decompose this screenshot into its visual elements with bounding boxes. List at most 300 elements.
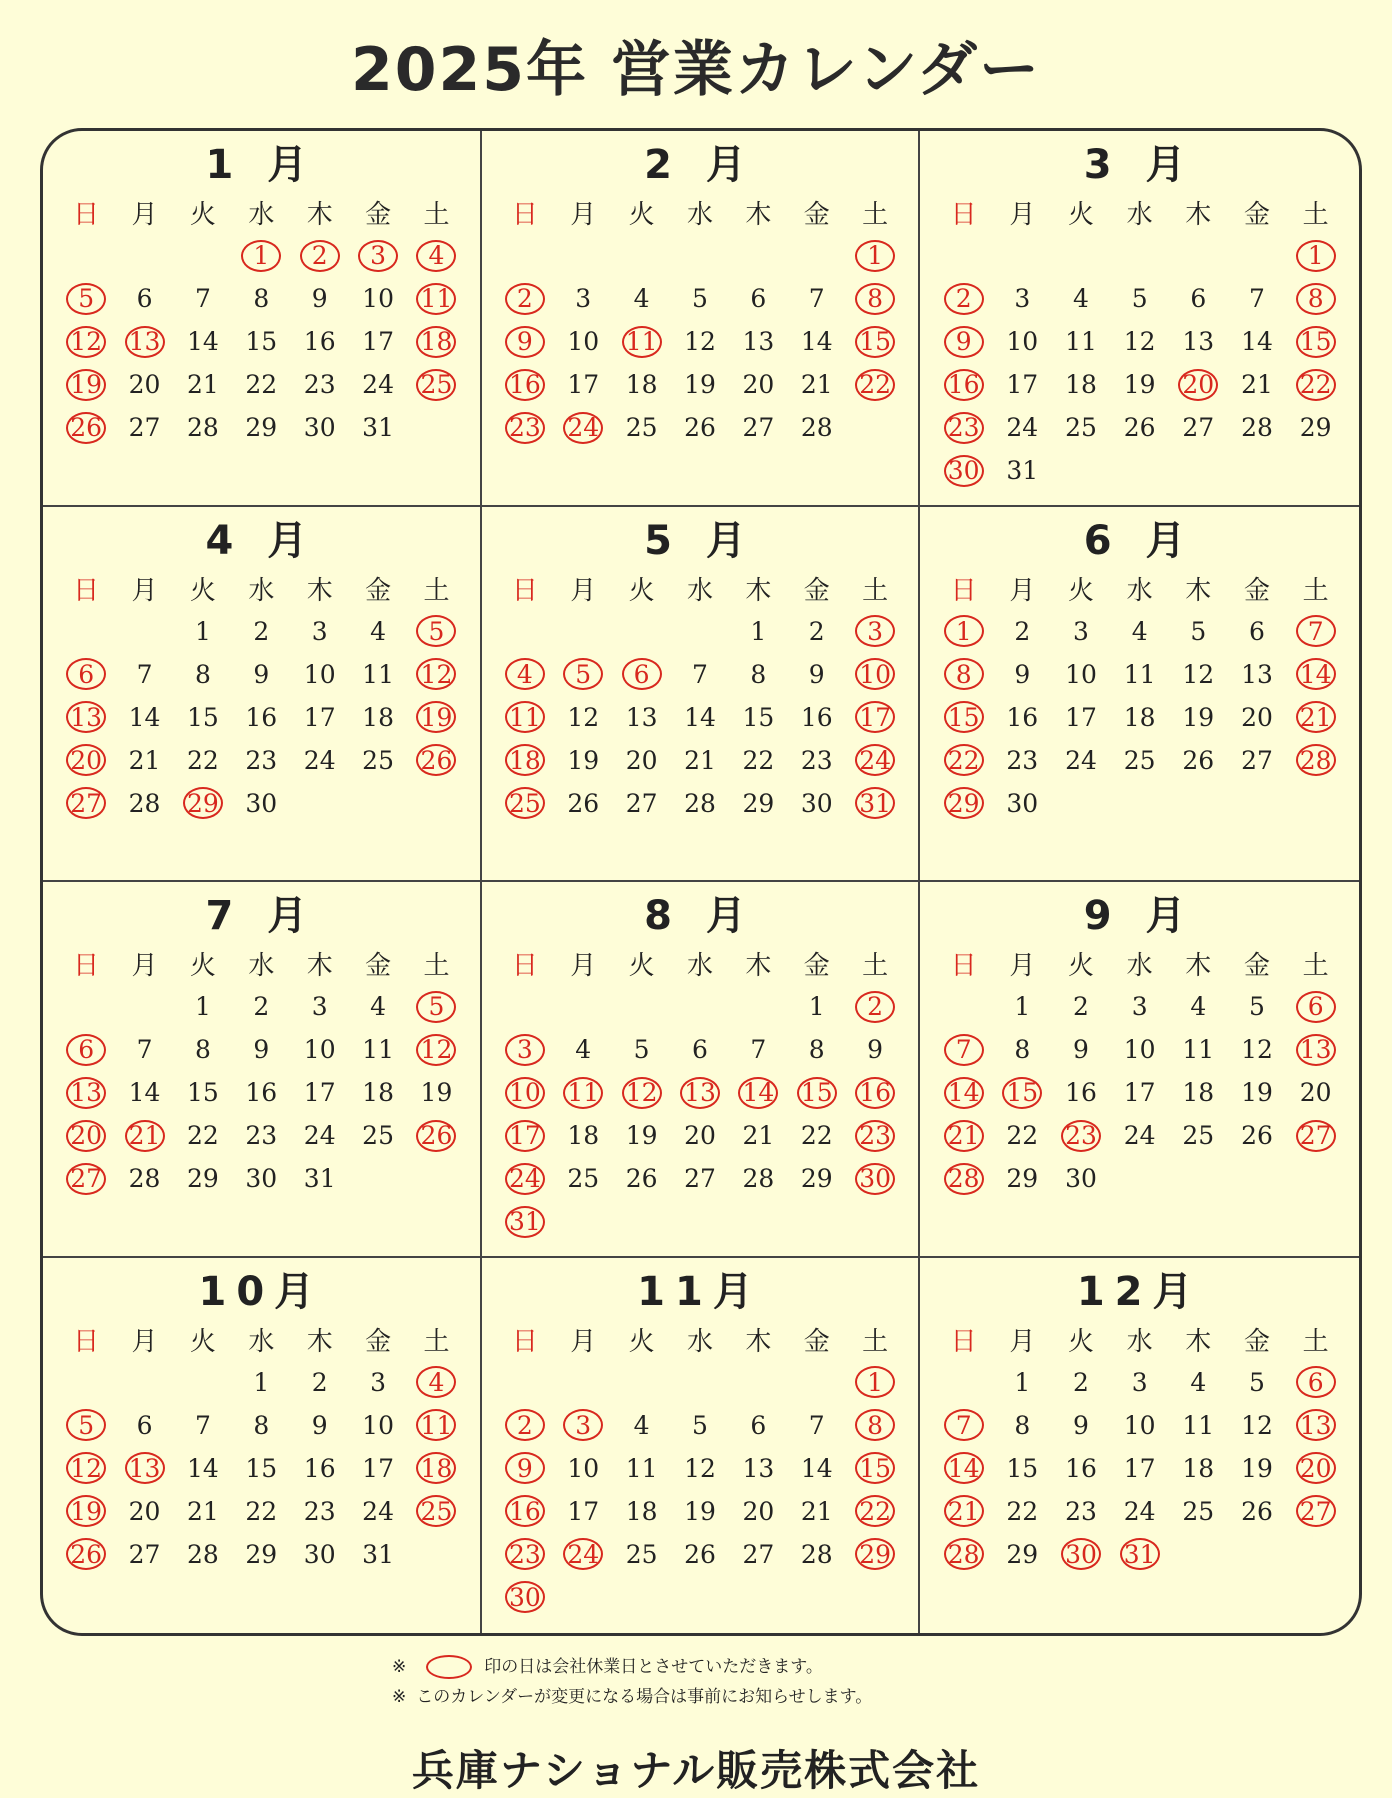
day-cell (1110, 985, 1169, 1028)
day-number: 30 (303, 1539, 336, 1569)
empty-cell (671, 985, 729, 1028)
day-number: 5 (692, 284, 708, 313)
day-cell (554, 277, 612, 320)
weekday-label: 木 (1185, 1326, 1212, 1357)
day-number: 10 (1123, 1410, 1156, 1440)
weekday-label: 土 (423, 951, 450, 981)
day-cell (788, 1404, 846, 1447)
day-cell (1052, 1157, 1111, 1200)
day-cell-holiday (57, 1533, 115, 1576)
empty-cell (115, 610, 173, 653)
weekday-label: 日 (73, 575, 100, 606)
day-number: 14 (944, 1077, 984, 1109)
day-number: 17 (362, 1453, 394, 1483)
day-number: 29 (1006, 1539, 1039, 1569)
day-cell (554, 1028, 612, 1071)
month-grid (57, 1318, 466, 1576)
day-number: 10 (567, 327, 600, 356)
day-cell-holiday (496, 320, 554, 363)
day-cell-holiday (934, 739, 993, 782)
weekday-label: 土 (862, 951, 889, 981)
day-number: 5 (66, 1409, 106, 1441)
weekday-label: 水 (1126, 200, 1153, 230)
day-cell-holiday (496, 1533, 554, 1576)
day-cell (291, 610, 349, 653)
day-cell (174, 1404, 232, 1447)
day-cell (291, 406, 349, 449)
day-cell (554, 782, 612, 825)
day-cell-holiday (1286, 1490, 1345, 1533)
month-title: 4 月 (205, 517, 318, 564)
day-cell (788, 1533, 846, 1576)
day-cell (671, 1404, 729, 1447)
month-grid (496, 1318, 905, 1619)
day-cell-holiday (846, 1157, 904, 1200)
day-cell-holiday (554, 1533, 612, 1576)
day-number: 24 (563, 1538, 603, 1570)
day-cell-holiday (496, 696, 554, 739)
day-number: 17 (505, 1120, 545, 1152)
month-block (920, 131, 1359, 507)
day-cell (291, 739, 349, 782)
day-number: 7 (808, 1410, 825, 1440)
company-name: 兵庫ナショナル販売株式会社 (411, 1746, 981, 1795)
day-cell (788, 739, 846, 782)
month-grid (496, 942, 905, 1243)
day-number: 6 (750, 1410, 767, 1440)
day-number: 8 (1014, 1035, 1031, 1064)
weekday-label: 火 (628, 951, 655, 981)
day-number: 4 (575, 1035, 592, 1064)
day-number: 20 (128, 370, 161, 399)
day-number: 7 (1296, 615, 1336, 647)
day-number: 7 (194, 1410, 211, 1440)
day-cell-holiday (846, 1071, 904, 1114)
weekday-label: 水 (686, 1326, 713, 1357)
day-cell (349, 1447, 407, 1490)
day-cell (729, 610, 787, 653)
day-number: 18 (362, 702, 394, 732)
day-cell (729, 320, 787, 363)
day-cell (349, 985, 407, 1028)
day-number: 24 (505, 1163, 545, 1195)
day-cell-holiday (1286, 1447, 1345, 1490)
day-cell (788, 1490, 846, 1533)
day-number: 31 (1120, 1538, 1160, 1570)
note-holiday (392, 1652, 872, 1682)
day-number: 10 (362, 1410, 394, 1440)
day-cell (1052, 1361, 1111, 1404)
weekday-label: 木 (745, 951, 772, 981)
weekday-label: 月 (570, 951, 597, 981)
note-mark: ※ (392, 1687, 407, 1707)
day-number: 8 (1014, 1410, 1031, 1440)
weekday-label: 月 (131, 1326, 158, 1357)
day-number: 4 (1131, 616, 1148, 646)
day-number: 11 (625, 1453, 658, 1483)
day-number: 2 (1014, 616, 1031, 646)
empty-cell (612, 234, 670, 277)
day-cell (232, 1447, 290, 1490)
day-cell (115, 739, 173, 782)
day-cell (554, 739, 612, 782)
day-cell (349, 739, 407, 782)
day-cell (291, 1404, 349, 1447)
day-number: 13 (66, 1077, 106, 1109)
day-cell-holiday (57, 277, 115, 320)
day-cell-holiday (934, 1157, 993, 1200)
day-cell-holiday (1110, 1533, 1169, 1576)
weekday-label: 水 (248, 200, 275, 230)
day-cell (174, 406, 232, 449)
day-cell (729, 1028, 787, 1071)
empty-cell (1110, 234, 1169, 277)
month-title: 12月 (1076, 1268, 1203, 1315)
day-cell-holiday (612, 1071, 670, 1114)
weekday-label: 水 (248, 575, 275, 606)
day-cell (1169, 1028, 1228, 1071)
day-number: 1 (808, 992, 825, 1021)
day-number: 16 (505, 1495, 545, 1527)
day-number: 15 (855, 326, 895, 358)
day-cell (174, 696, 232, 739)
day-cell (1169, 1114, 1228, 1157)
day-number: 28 (684, 788, 716, 818)
day-number: 7 (1249, 284, 1265, 313)
weekday-label: 土 (423, 1326, 450, 1357)
day-number: 31 (303, 1164, 336, 1193)
day-cell-holiday (496, 1404, 554, 1447)
day-cell (1169, 277, 1228, 320)
day-number: 22 (855, 1495, 895, 1527)
day-cell-holiday (846, 277, 904, 320)
day-cell-holiday (407, 1447, 465, 1490)
day-cell-holiday (846, 696, 904, 739)
weekday-label: 木 (306, 575, 333, 606)
day-number: 17 (303, 702, 336, 732)
day-number: 22 (1296, 369, 1336, 401)
day-cell-holiday (496, 782, 554, 825)
day-number: 30 (303, 413, 336, 442)
day-number: 8 (855, 283, 895, 315)
empty-cell (57, 985, 115, 1028)
note-change-text: このカレンダーが変更になる場合は事前にお知らせします。 (416, 1687, 873, 1707)
day-number: 1 (944, 615, 984, 647)
day-number: 26 (1241, 1121, 1273, 1150)
day-number: 26 (1241, 1496, 1273, 1526)
day-number: 24 (1123, 1496, 1156, 1526)
weekday-label: 日 (511, 575, 538, 606)
day-cell (174, 739, 232, 782)
day-number: 26 (625, 1164, 658, 1193)
day-number: 4 (1190, 1367, 1207, 1397)
day-cell (1169, 320, 1228, 363)
day-cell (115, 1157, 173, 1200)
day-cell (349, 1404, 407, 1447)
day-number: 31 (855, 787, 895, 819)
day-number: 6 (136, 1410, 153, 1440)
day-cell (232, 782, 290, 825)
day-cell (993, 1114, 1052, 1157)
day-number: 26 (1182, 745, 1215, 775)
day-cell (1052, 1404, 1111, 1447)
day-cell-holiday (349, 234, 407, 277)
month-block (920, 882, 1359, 1258)
note-mark: ※ (392, 1657, 407, 1677)
day-number: 12 (1123, 327, 1156, 356)
weekday-label: 火 (189, 951, 216, 981)
note-holiday-text: 印の日は会社休業日とさせていただきます。 (484, 1657, 823, 1677)
day-number: 6 (750, 284, 767, 313)
month-title: 11月 (637, 1268, 763, 1315)
day-number: 19 (1123, 370, 1156, 399)
day-number: 20 (1241, 702, 1273, 732)
day-number: 17 (303, 1078, 336, 1107)
day-cell (788, 1447, 846, 1490)
day-cell (232, 610, 290, 653)
day-number: 21 (742, 1121, 775, 1150)
day-cell-holiday (496, 277, 554, 320)
day-number: 24 (855, 744, 895, 776)
empty-cell (671, 1361, 729, 1404)
weekday-label: 日 (950, 200, 977, 230)
day-cell (1286, 406, 1345, 449)
month-block (43, 1258, 482, 1634)
day-number: 15 (1006, 1453, 1039, 1483)
month-grid (496, 567, 905, 825)
day-cell (115, 1490, 173, 1533)
day-number: 22 (245, 1496, 278, 1526)
day-number: 22 (1006, 1496, 1039, 1526)
day-cell (349, 1490, 407, 1533)
empty-cell (554, 1361, 612, 1404)
day-cell (993, 782, 1052, 825)
day-number: 25 (1182, 1121, 1215, 1150)
day-number: 16 (1065, 1453, 1097, 1483)
day-cell-holiday (1286, 1361, 1345, 1404)
month-block (43, 131, 482, 507)
day-number: 13 (1182, 327, 1215, 356)
day-cell-holiday (407, 234, 465, 277)
day-cell-holiday (496, 739, 554, 782)
day-cell-holiday (846, 1533, 904, 1576)
day-cell (1110, 739, 1169, 782)
day-cell-holiday (57, 1071, 115, 1114)
day-number: 27 (1241, 745, 1273, 775)
day-cell (1228, 1447, 1287, 1490)
day-cell-holiday (57, 696, 115, 739)
day-cell-holiday (407, 696, 465, 739)
day-cell (788, 696, 846, 739)
day-number: 7 (750, 1035, 767, 1064)
day-number: 9 (808, 659, 825, 689)
day-number: 14 (738, 1077, 778, 1109)
day-cell-holiday (496, 1447, 554, 1490)
day-cell (993, 363, 1052, 406)
day-cell (349, 696, 407, 739)
month-grid (934, 567, 1345, 825)
day-number: 17 (362, 327, 394, 356)
day-cell-holiday (846, 320, 904, 363)
day-cell (993, 739, 1052, 782)
day-cell (174, 1447, 232, 1490)
day-cell-holiday (115, 1447, 173, 1490)
day-cell (612, 277, 670, 320)
weekday-label: 金 (803, 1326, 830, 1357)
weekday-label: 金 (365, 1326, 392, 1357)
day-number: 14 (128, 702, 161, 732)
day-number: 16 (1065, 1078, 1097, 1107)
day-cell (1228, 739, 1287, 782)
day-cell (1052, 739, 1111, 782)
day-cell-holiday (407, 320, 465, 363)
day-cell-holiday (496, 1114, 554, 1157)
weekday-label: 日 (950, 575, 977, 606)
empty-cell (729, 1361, 787, 1404)
empty-cell (729, 234, 787, 277)
day-cell (729, 1404, 787, 1447)
day-cell (1052, 406, 1111, 449)
day-number: 25 (1123, 745, 1156, 775)
weekday-label: 土 (1302, 575, 1329, 606)
day-cell-holiday (934, 449, 993, 492)
month-title: 9 月 (1083, 893, 1196, 939)
day-cell (671, 320, 729, 363)
month-block (43, 507, 482, 883)
day-number: 22 (855, 369, 895, 401)
weekday-label: 月 (570, 1326, 597, 1357)
day-cell (349, 320, 407, 363)
day-cell (1169, 610, 1228, 653)
empty-cell (934, 985, 993, 1028)
day-number: 20 (684, 1121, 716, 1150)
weekday-label: 水 (248, 951, 275, 981)
day-number: 25 (416, 369, 456, 401)
day-number: 13 (680, 1077, 720, 1109)
day-cell-holiday (174, 782, 232, 825)
day-number: 29 (183, 787, 223, 819)
day-cell-holiday (57, 653, 115, 696)
day-number: 4 (370, 616, 387, 646)
day-number: 6 (66, 1034, 106, 1066)
day-number: 25 (567, 1164, 600, 1193)
weekday-label: 木 (1185, 575, 1212, 606)
day-number: 16 (944, 369, 984, 401)
day-number: 28 (944, 1163, 984, 1195)
day-number: 13 (1241, 659, 1273, 689)
day-number: 11 (362, 659, 394, 689)
day-number: 11 (1182, 1035, 1215, 1064)
day-cell (291, 1447, 349, 1490)
weekday-label: 日 (73, 200, 100, 230)
day-cell (1110, 653, 1169, 696)
day-cell-holiday (934, 363, 993, 406)
day-number: 9 (867, 1035, 884, 1064)
day-number: 6 (1190, 284, 1207, 313)
day-cell (232, 1114, 290, 1157)
weekday-label: 日 (511, 1326, 538, 1357)
weekday-label: 火 (189, 200, 216, 230)
day-cell (174, 320, 232, 363)
weekday-label: 火 (189, 1326, 216, 1357)
month-grid (496, 191, 905, 449)
day-cell-holiday (496, 653, 554, 696)
day-number: 12 (66, 1452, 106, 1484)
day-number: 8 (1296, 283, 1336, 315)
day-number: 11 (416, 283, 456, 315)
day-number: 30 (1065, 1164, 1097, 1193)
day-number: 25 (1065, 413, 1097, 442)
day-number: 13 (625, 702, 658, 732)
weekday-label: 木 (1185, 951, 1212, 981)
day-cell-holiday (57, 782, 115, 825)
weekday-label: 水 (686, 200, 713, 230)
day-cell (1110, 406, 1169, 449)
weekday-label: 土 (423, 575, 450, 606)
day-cell (1169, 985, 1228, 1028)
weekday-label: 月 (570, 575, 597, 606)
day-number: 18 (1182, 1453, 1215, 1483)
day-number: 18 (625, 370, 658, 399)
day-number: 6 (66, 658, 106, 690)
day-number: 18 (416, 326, 456, 358)
day-number: 30 (855, 1163, 895, 1195)
day-number: 5 (633, 1035, 650, 1064)
day-number: 27 (1296, 1495, 1336, 1527)
day-cell (788, 985, 846, 1028)
empty-cell (788, 234, 846, 277)
day-number: 27 (128, 413, 161, 442)
day-number: 27 (66, 1163, 106, 1195)
day-cell (729, 277, 787, 320)
day-number: 11 (416, 1409, 456, 1441)
day-number: 21 (800, 370, 833, 399)
day-cell (554, 363, 612, 406)
day-number: 17 (567, 370, 600, 399)
day-number: 28 (800, 413, 833, 442)
day-cell (1110, 1114, 1169, 1157)
weekday-label: 月 (131, 575, 158, 606)
day-number: 17 (855, 701, 895, 733)
weekday-label: 水 (248, 1326, 275, 1357)
empty-cell (57, 234, 115, 277)
day-number: 21 (125, 1120, 165, 1152)
day-number: 16 (855, 1077, 895, 1109)
day-number: 27 (625, 788, 658, 818)
day-number: 9 (505, 326, 545, 358)
day-cell (993, 406, 1052, 449)
day-number: 31 (362, 413, 394, 442)
day-number: 2 (855, 991, 895, 1023)
day-number: 18 (505, 744, 545, 776)
day-number: 13 (1296, 1034, 1336, 1066)
day-cell (993, 1533, 1052, 1576)
day-number: 7 (136, 1035, 153, 1064)
empty-cell (554, 234, 612, 277)
day-number: 12 (622, 1077, 662, 1109)
day-cell (671, 739, 729, 782)
day-cell (291, 320, 349, 363)
day-number: 25 (505, 787, 545, 819)
day-number: 15 (742, 702, 775, 732)
day-number: 13 (125, 1452, 165, 1484)
day-cell (291, 1533, 349, 1576)
day-number: 10 (362, 284, 394, 313)
day-cell-holiday (57, 739, 115, 782)
empty-cell (496, 1361, 554, 1404)
day-number: 9 (944, 326, 984, 358)
day-number: 22 (944, 744, 984, 776)
